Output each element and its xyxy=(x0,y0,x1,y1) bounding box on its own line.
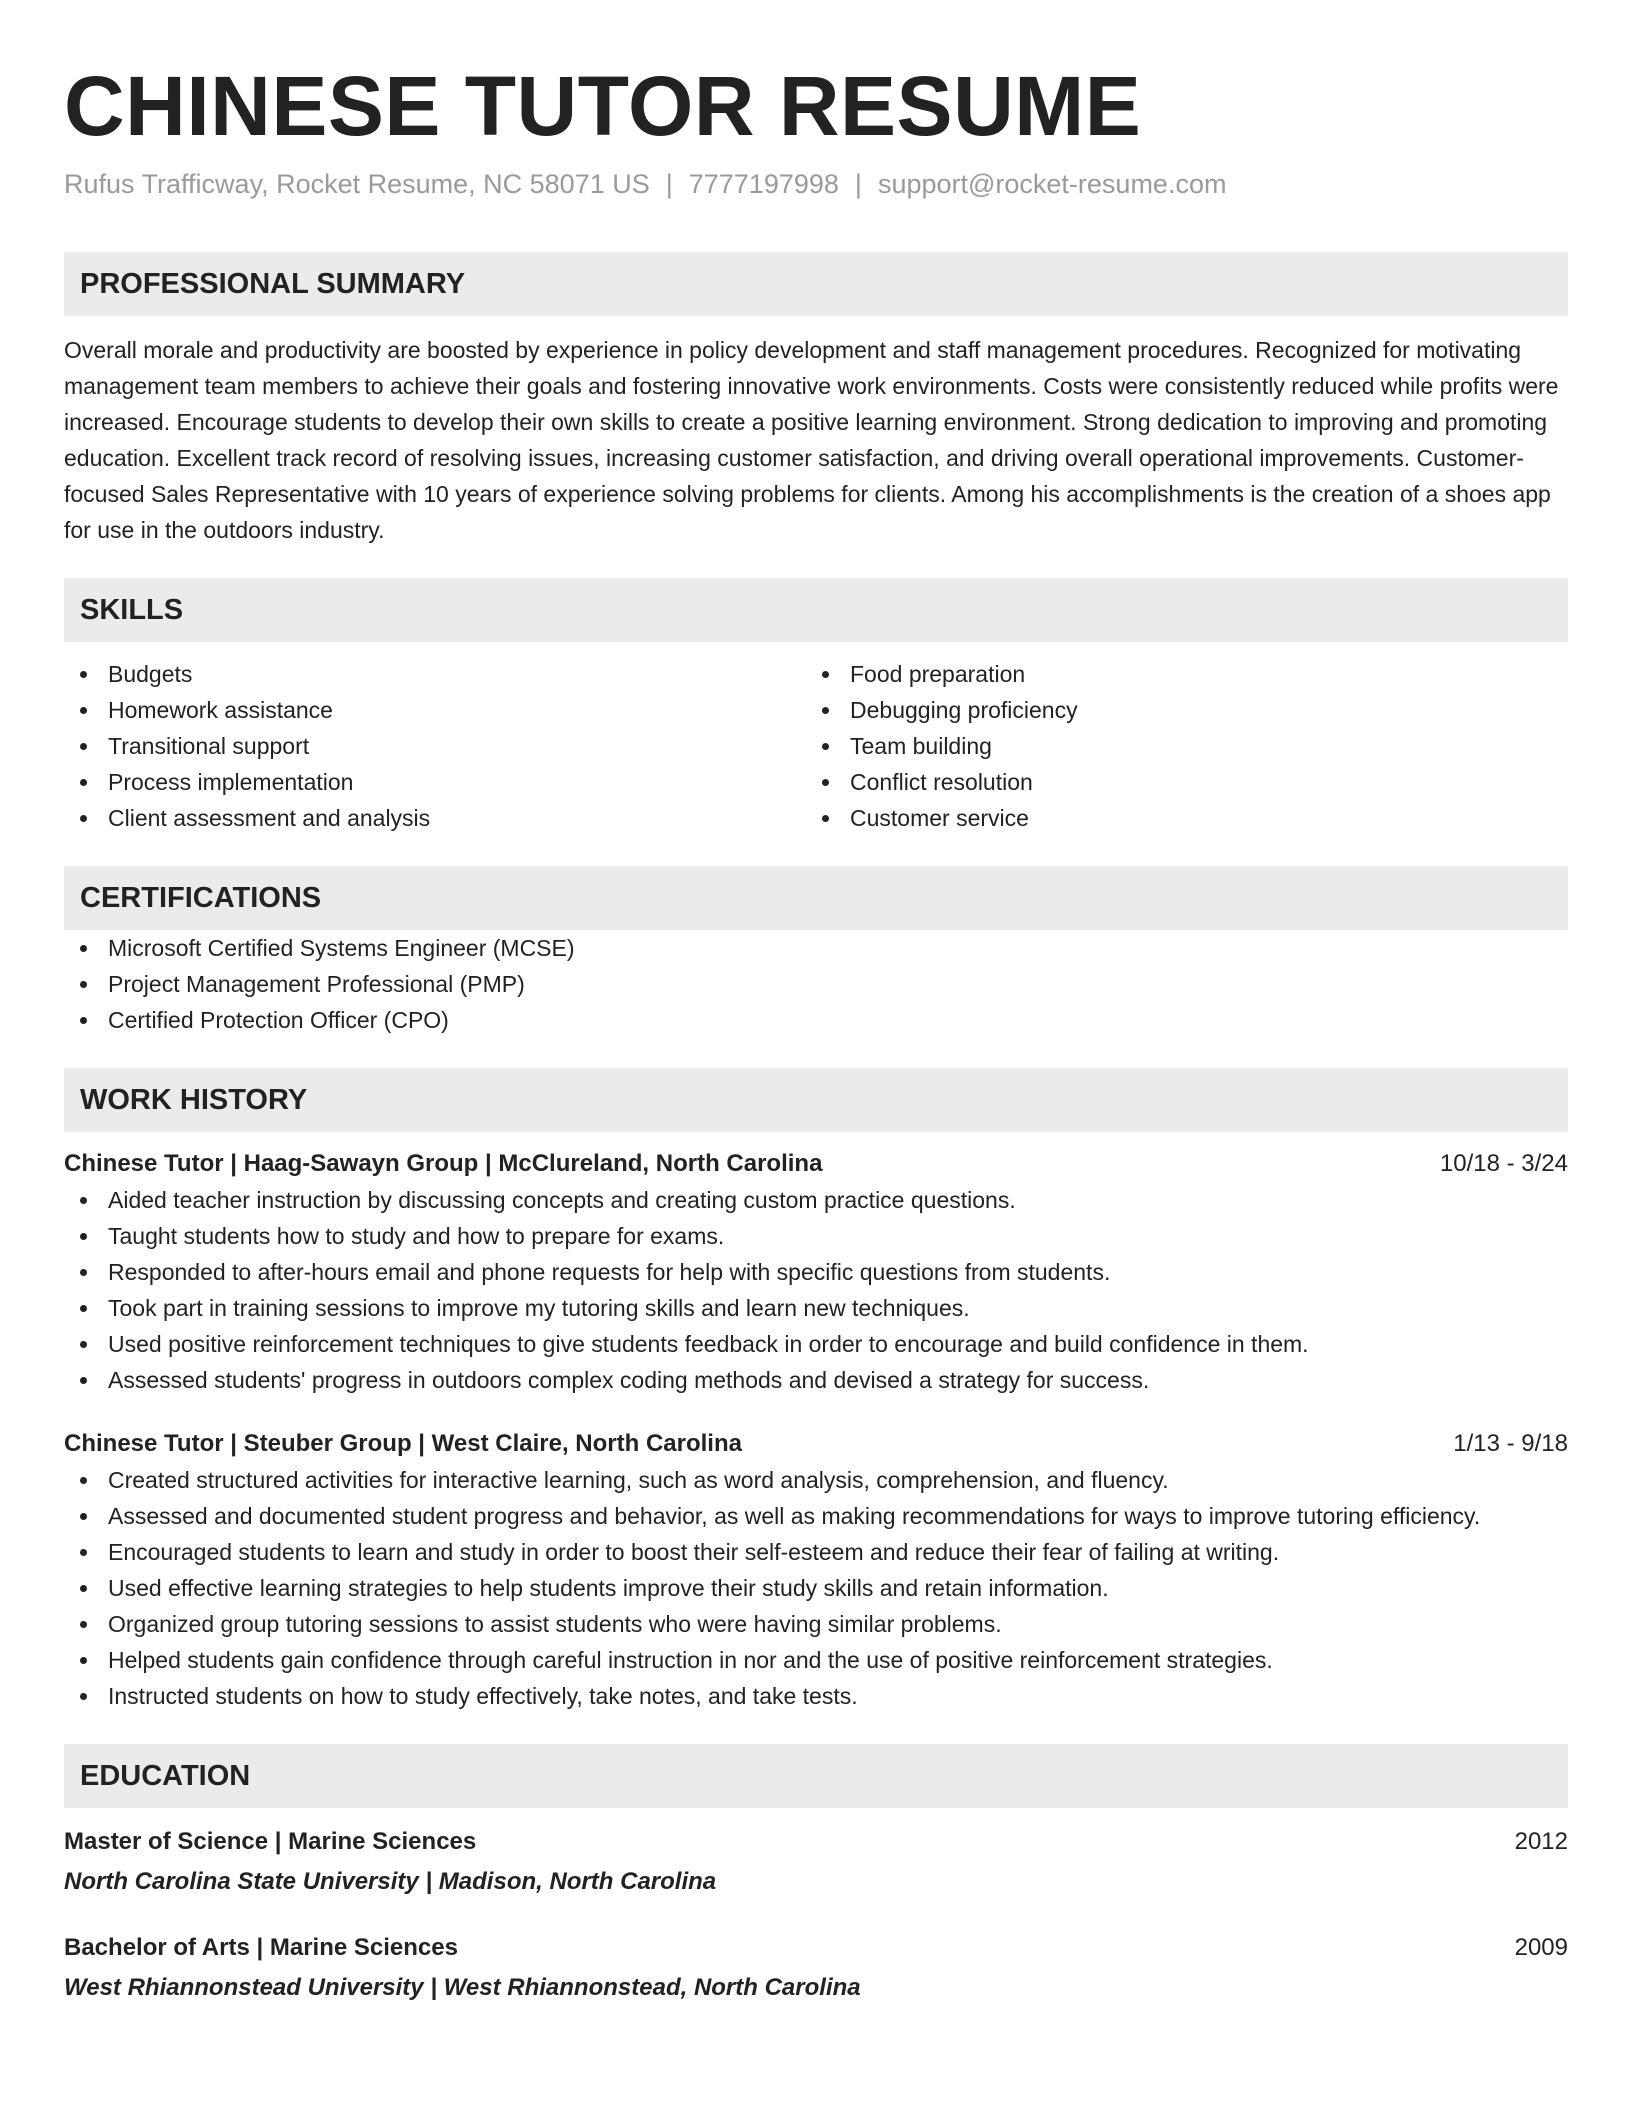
job-duty-item: Took part in training sessions to improve my tutoring skills and learn new techniques. xyxy=(64,1290,1568,1326)
section-heading-certifications: CERTIFICATIONS xyxy=(64,866,1568,930)
job-entry xyxy=(64,1426,1568,1714)
education-year: 2009 xyxy=(1514,1934,1568,1961)
contact-separator: | xyxy=(665,169,673,199)
job-duty-item: Assessed students' progress in outdoors complex coding methods and devised a strategy for success. xyxy=(64,1362,1568,1398)
contact-line xyxy=(64,166,1568,202)
skill-item: Customer service xyxy=(806,800,1548,836)
contact-address: Rufus Trafficway, Rocket Resume, NC 58071 US xyxy=(64,169,650,199)
job-duty-item: Responded to after-hours email and phone requests for help with specific questions from students. xyxy=(64,1254,1568,1290)
education-header xyxy=(64,1824,1568,1860)
job-duty-item: Organized group tutoring sessions to assist students who were having similar problems. xyxy=(64,1606,1568,1642)
education-year: 2012 xyxy=(1514,1828,1568,1855)
summary-text: Overall morale and productivity are boosted by experience in policy development and staff management procedures. Recognized for motivating management team members to achieve their goals and fostering innovative work environments. Costs were consistently reduced while profits were increased. Encourage students to develop their own skills to create a positive learning environment. Strong dedication to improving and promoting education. Excellent track record of resolving issues, increasing customer satisfaction, and driving overall operational improvements. Customer-focused Sales Representative with 10 years of experience solving problems for clients. Among his accomplishments is the creation of a shoes app for use in the outdoors industry. xyxy=(64,337,1559,543)
skill-item: Transitional support xyxy=(64,728,806,764)
education-school: West Rhiannonstead University | West Rhiannonstead, North Carolina xyxy=(64,1974,861,2001)
education-degree: Bachelor of Arts | Marine Sciences xyxy=(64,1934,458,1961)
education-header xyxy=(64,1930,1568,1966)
skills-column-left xyxy=(64,656,806,836)
skills-grid xyxy=(64,656,1568,836)
contact-phone: 7777197998 xyxy=(688,169,839,199)
contact-email: support@rocket-resume.com xyxy=(877,169,1227,199)
skill-item: Food preparation xyxy=(806,656,1548,692)
job-entry xyxy=(64,1146,1568,1398)
job-duties-list xyxy=(64,1462,1568,1714)
skill-item: Client assessment and analysis xyxy=(64,800,806,836)
skill-item: Budgets xyxy=(64,656,806,692)
section-heading-work-history: WORK HISTORY xyxy=(64,1068,1568,1132)
education-entry xyxy=(64,1824,1568,1900)
certification-item: Microsoft Certified Systems Engineer (MCSE) xyxy=(64,930,1568,966)
skill-item: Debugging proficiency xyxy=(806,692,1548,728)
job-duty-item: Aided teacher instruction by discussing concepts and creating custom practice questions. xyxy=(64,1182,1568,1218)
skill-item: Conflict resolution xyxy=(806,764,1548,800)
job-dates: 10/18 - 3/24 xyxy=(1439,1150,1568,1177)
skill-item: Homework assistance xyxy=(64,692,806,728)
job-duty-item: Used effective learning strategies to help students improve their study skills and retain information. xyxy=(64,1570,1568,1606)
certification-item: Certified Protection Officer (CPO) xyxy=(64,1002,1568,1038)
job-duties-list xyxy=(64,1182,1568,1398)
job-duty-item: Encouraged students to learn and study in order to boost their self-esteem and reduce their fear of failing at writing. xyxy=(64,1534,1568,1570)
certification-item: Project Management Professional (PMP) xyxy=(64,966,1568,1002)
education-degree: Master of Science | Marine Sciences xyxy=(64,1828,477,1855)
skill-item: Team building xyxy=(806,728,1548,764)
job-duty-item: Created structured activities for interactive learning, such as word analysis, comprehension, and fluency. xyxy=(64,1462,1568,1498)
resume-title: CHINESE TUTOR RESUME xyxy=(64,59,1142,153)
job-duty-item: Used positive reinforcement techniques to give students feedback in order to encourage and build confidence in them. xyxy=(64,1326,1568,1362)
education-school: North Carolina State University | Madison, North Carolina xyxy=(64,1868,717,1895)
section-heading-summary: PROFESSIONAL SUMMARY xyxy=(64,252,1568,316)
job-title: Chinese Tutor | Steuber Group | West Claire, North Carolina xyxy=(64,1430,742,1457)
skill-item: Process implementation xyxy=(64,764,806,800)
section-heading-education: EDUCATION xyxy=(64,1744,1568,1808)
job-header xyxy=(64,1146,1568,1182)
contact-separator: | xyxy=(854,169,862,199)
education-entry xyxy=(64,1930,1568,2006)
section-heading-skills: SKILLS xyxy=(64,578,1568,642)
job-dates: 1/13 - 9/18 xyxy=(1453,1430,1568,1457)
job-title: Chinese Tutor | Haag-Sawayn Group | McClureland, North Carolina xyxy=(64,1150,823,1177)
certifications-list xyxy=(64,930,1568,1038)
job-duty-item: Instructed students on how to study effectively, take notes, and take tests. xyxy=(64,1678,1568,1714)
job-header xyxy=(64,1426,1568,1462)
job-duty-item: Assessed and documented student progress and behavior, as well as making recommendations for ways to improve tutoring efficiency. xyxy=(64,1498,1568,1534)
skills-column-right xyxy=(806,656,1548,836)
job-duty-item: Taught students how to study and how to prepare for exams. xyxy=(64,1218,1568,1254)
job-duty-item: Helped students gain confidence through careful instruction in nor and the use of positive reinforcement strategies. xyxy=(64,1642,1568,1678)
